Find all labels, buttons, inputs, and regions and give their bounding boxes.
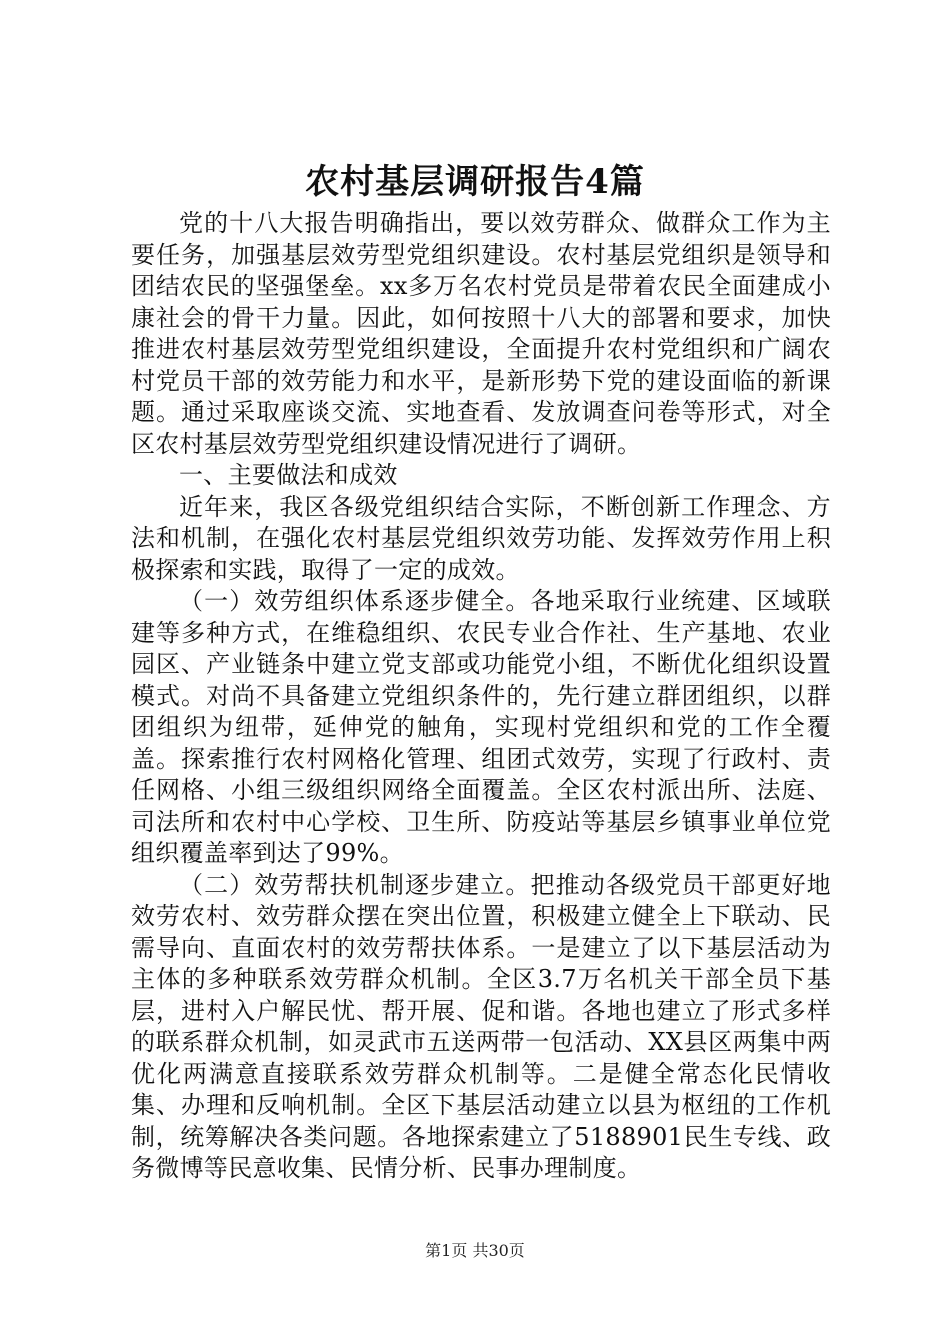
page-footer: 第1页 共30页	[425, 1241, 525, 1260]
document-title: 农村基层调研报告4篇	[305, 162, 645, 202]
section-heading-main-practices: 一、主要做法和成效	[179, 461, 398, 489]
paragraph-service-organization: （一）效劳组织体系逐步健全。各地采取行业统建、区域联建等多种方式，在维稳组织、农民专业合作社、生产基地、农业园区、产业链条中建立党支部或功能党小组，不断优化组织设置模式。对尚不具备建立党组织条件的，先行建立群团组织，以群团组织为纽带，延伸党的触角，实现村党组织和党的工作全覆盖。探索推行农村网格化管理、组团式效劳，实现了行政村、责任网格、小组三级组织网络全面覆盖。全区农村派出所、法庭、司法所和农村中心学校、卫生所、防疫站等基层乡镇事业单位党组织覆盖率到达了99%。	[131, 587, 831, 867]
paragraph-intro: 党的十八大报告明确指出，要以效劳群众、做群众工作为主要任务，加强基层效劳型党组织建设。农村基层党组织是领导和团结农民的坚强堡垒。xx多万名农村党员是带着农民全面建成小康社会的骨干力量。因此，如何按照十八大的部署和要求，加快推进农村基层效劳型党组织建设，全面提升农村党组织和广阔农村党员干部的效劳能力和水平，是新形势下党的建设面临的新课题。通过采取座谈交流、实地查看、发放调查问卷等形式，对全区农村基层效劳型党组织建设情况进行了调研。	[131, 209, 831, 458]
paragraph-service-mechanism: （二）效劳帮扶机制逐步建立。把推动各级党员干部更好地效劳农村、效劳群众摆在突出位置，积极建立健全上下联动、民需导向、直面农村的效劳帮扶体系。一是建立了以下基层活动为主体的多种联系效劳群众机制。全区3.7万名机关干部全员下基层，进村入户解民忧、帮开展、促和谐。各地也建立了形式多样的联系群众机制，如灵武市五送两带一包活动、XX县区两集中两优化两满意直接联系效劳群众机制等。二是健全常态化民情收集、办理和反响机制。全区下基层活动建立以县为枢纽的工作机制，统筹解决各类问题。各地探索建立了5188901民生专线、政务微博等民意收集、民情分析、民事办理制度。	[131, 870, 831, 1182]
paragraph-overview: 近年来，我区各级党组织结合实际，不断创新工作理念、方法和机制，在强化农村基层党组织效劳功能、发挥效劳作用上积极探索和实践，取得了一定的成效。	[131, 492, 831, 584]
document-body	[131, 208, 831, 1185]
